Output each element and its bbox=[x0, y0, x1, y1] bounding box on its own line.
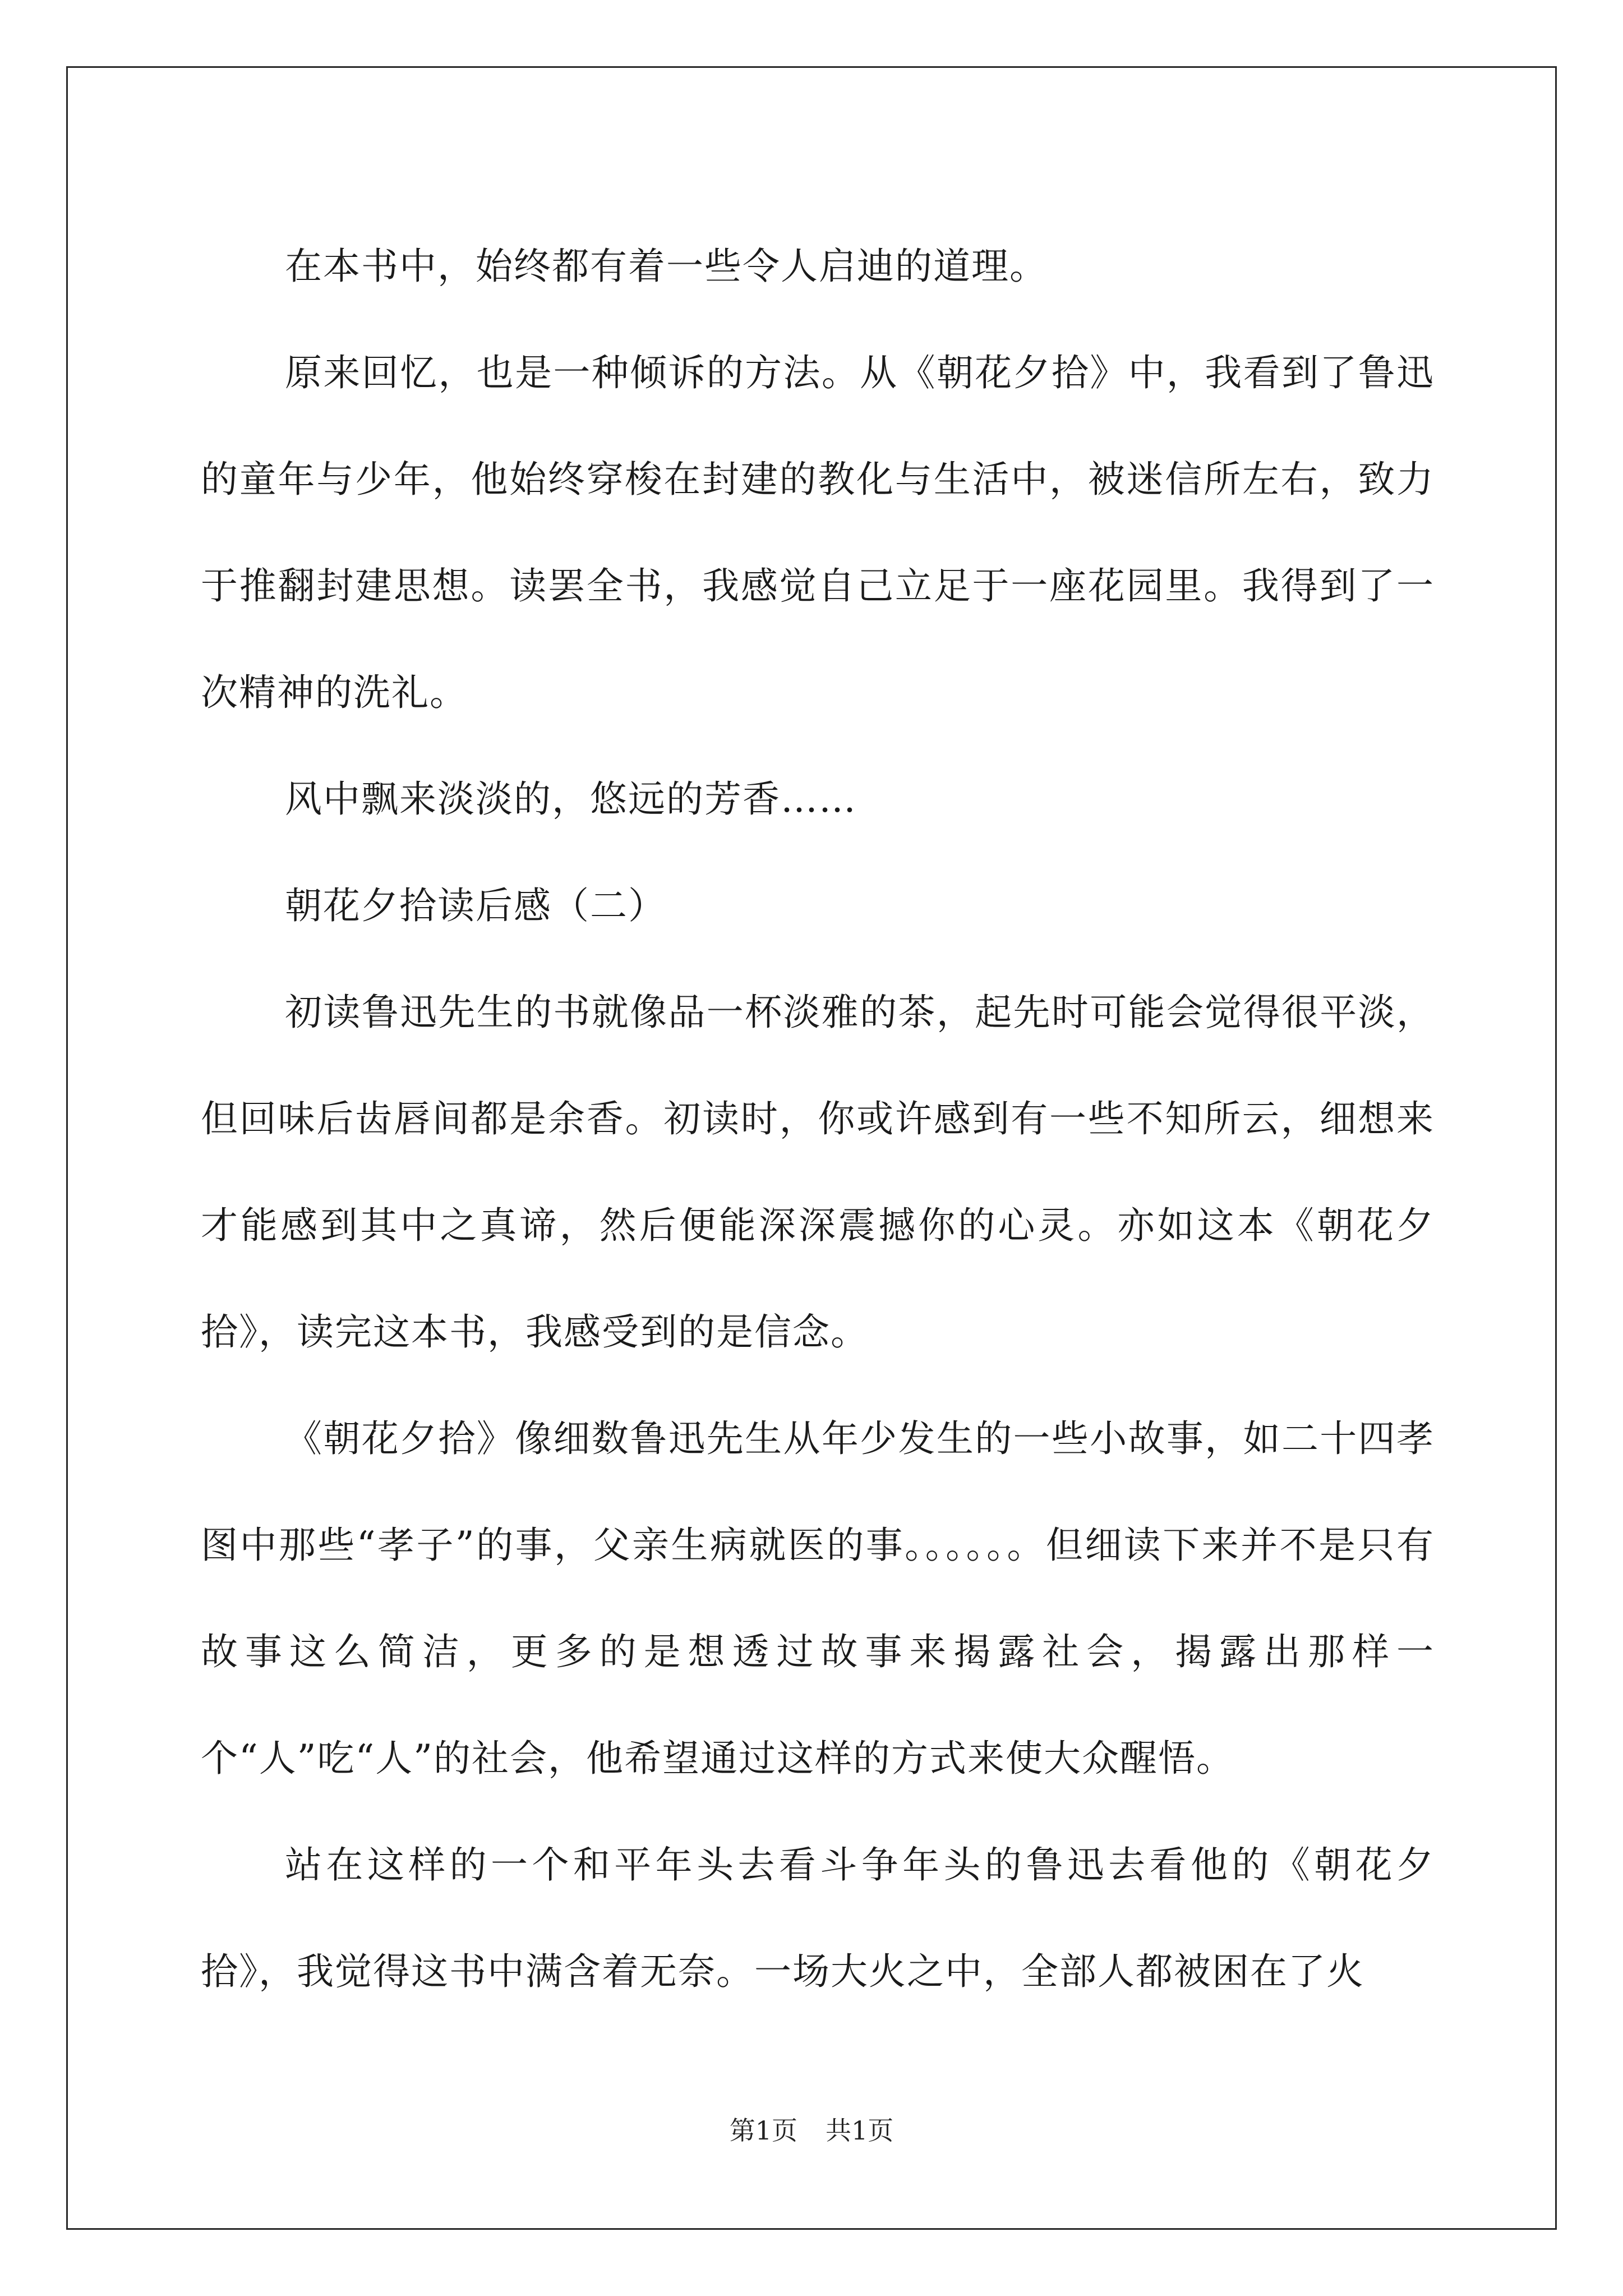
paragraph: 初读鲁迅先生的书就像品一杯淡雅的茶，起先时可能会觉得很平淡，但回味后齿唇间都是余香。初读时，你或许感到有一些不知所云，细想来才能感到其中之真谛，然后便能深深震撼你的心灵。亦如这本《朝花夕拾》，读完这本书，我感受到的是信念。 bbox=[201, 991, 1435, 1354]
document-body bbox=[201, 213, 1435, 2025]
page-number: 第1页 bbox=[729, 2115, 797, 2146]
page-footer bbox=[0, 2114, 1623, 2147]
page-total: 共1页 bbox=[826, 2115, 894, 2146]
paragraph: 原来回忆，也是一种倾诉的方法。从《朝花夕拾》中，我看到了鲁迅的童年与少年，他始终穿梭在封建的教化与生活中，被迷信所左右，致力于推翻封建思想。读罢全书，我感觉自己立足于一座花园里。我得到了一次精神的洗礼。 bbox=[201, 351, 1435, 714]
paragraph: 站在这样的一个和平年头去看斗争年头的鲁迅去看他的《朝花夕拾》，我觉得这书中满含着无奈。一场大火之中，全部人都被困在了火 bbox=[201, 1843, 1435, 1993]
section-heading: 朝花夕拾读后感（二） bbox=[285, 884, 666, 927]
paragraph: 在本书中，始终都有着一些令人启迪的道理。 bbox=[285, 245, 1048, 288]
paragraph: 风中飘来淡淡的，悠远的芳香…… bbox=[285, 777, 857, 821]
paragraph: 《朝花夕拾》像细数鲁迅先生从年少发生的一些小故事，如二十四孝图中那些“孝子”的事，父亲生病就医的事。。。。。。但细读下来并不是只有故事这么简洁，更多的是想透过故事来揭露社会，揭露出那样一个“人”吃“人”的社会，他希望通过这样的方式来使大众醒悟。 bbox=[201, 1417, 1435, 1780]
